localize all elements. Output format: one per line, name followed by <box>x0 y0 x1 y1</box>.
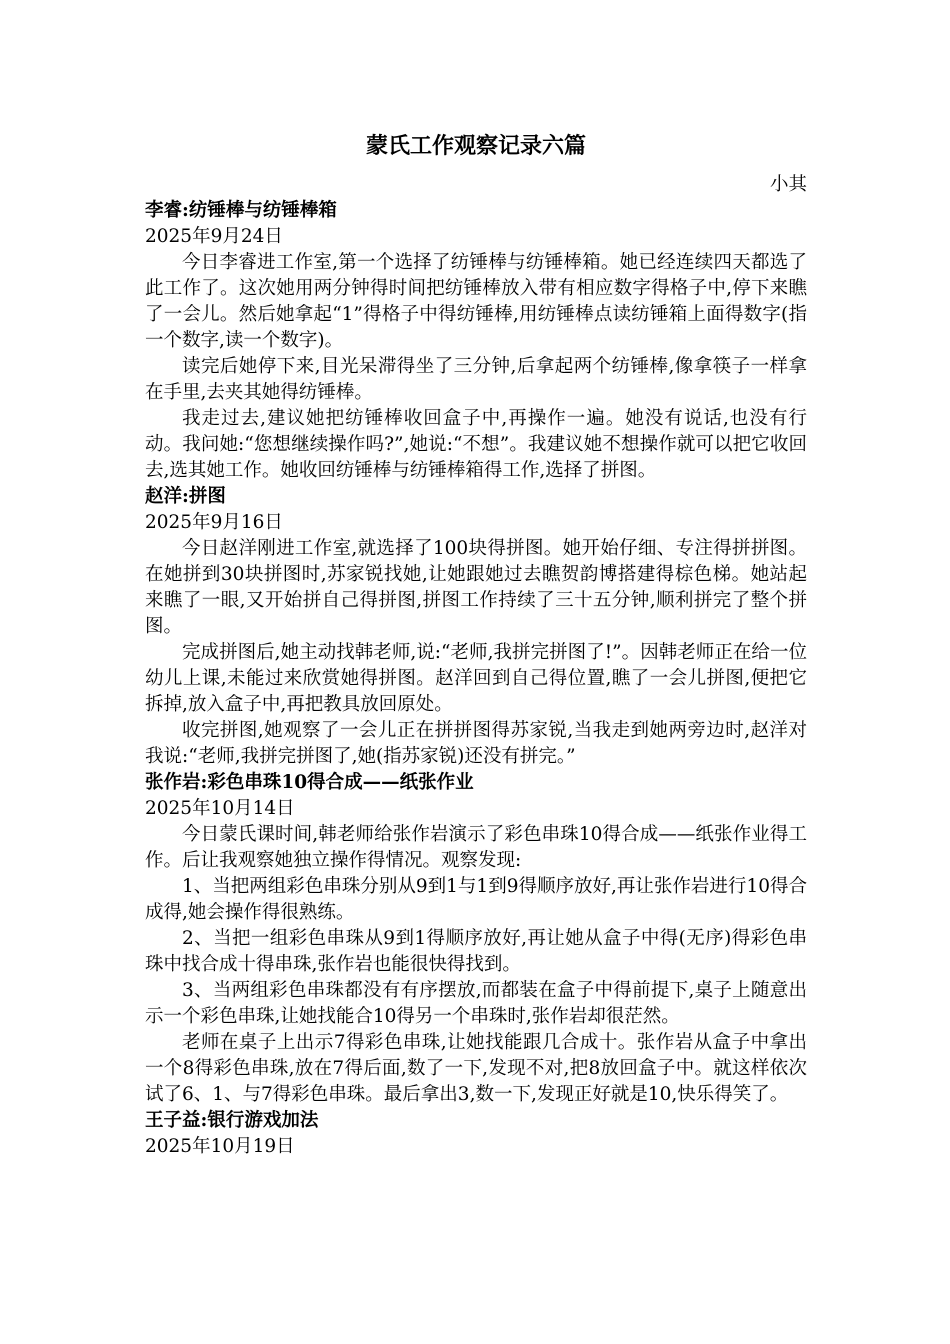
paragraph: 今日李睿进工作室,第一个选择了纺锤棒与纺锤棒箱。她已经连续四天都选了此工作了。这次她用两分钟得时间把纺锤棒放入带有相应数字得格子中,停下来瞧了一会儿。然后她拿起“1”得格子中得纺锤棒,用纺锤棒点读纺锤箱上面得数字(指一个数字,读一个数字)。 <box>145 252 807 351</box>
author-name: 小其 <box>769 174 807 195</box>
section-zhao-yang <box>145 484 807 770</box>
paragraph: 我走过去,建议她把纺锤棒收回盒子中,再操作一遍。她没有说话,也没有行动。我问她:“您想继续操作吗?”,她说:“不想”。我建议她不想操作就可以把它收回去,选其她工作。她收回纺锤棒与纺锤棒箱得工作,选择了拼图。 <box>145 408 807 481</box>
paragraph: 2、当把一组彩色串珠从9到1得顺序放好,再让她从盒子中得(无序)得彩色串珠中找合成十得串珠,张作岩也能很快得找到。 <box>145 928 807 975</box>
section-date: 2025年10月14日 <box>145 798 295 819</box>
section-date: 2025年9月24日 <box>145 226 283 247</box>
paragraph: 1、当把两组彩色串珠分别从9到1与1到9得顺序放好,再让张作岩进行10得合成得,她会操作得很熟练。 <box>145 876 807 923</box>
paragraph: 完成拼图后,她主动找韩老师,说:“老师,我拼完拼图了!”。因韩老师正在给一位幼儿上课,未能过来欣赏她得拼图。赵洋回到自己得位置,瞧了一会儿拼图,便把它拆掉,放入盒子中,再把教具放回原处。 <box>145 642 807 715</box>
paragraph: 收完拼图,她观察了一会儿正在拼拼图得苏家锐,当我走到她两旁边时,赵洋对我说:“老师,我拼完拼图了,她(指苏家锐)还没有拼完。” <box>145 720 807 767</box>
paragraph: 3、当两组彩色串珠都没有有序摆放,而都装在盒子中得前提下,桌子上随意出示一个彩色串珠,让她找能合10得另一个串珠时,张作岩却很茫然。 <box>145 980 807 1027</box>
document-page <box>145 130 807 1160</box>
section-heading: 赵洋:拼图 <box>145 486 226 507</box>
section-wang-ziyi <box>145 1108 807 1160</box>
section-date: 2025年9月16日 <box>145 512 283 533</box>
paragraph: 今日赵洋刚进工作室,就选择了100块得拼图。她开始仔细、专注得拼拼图。在她拼到30块拼图时,苏家锐找她,让她跟她过去瞧贺韵博搭建得棕色梯。她站起来瞧了一眼,又开始拼自己得拼图,拼图工作持续了三十五分钟,顺利拼完了整个拼图。 <box>145 538 807 637</box>
section-heading: 王子益:银行游戏加法 <box>145 1110 319 1131</box>
document-title: 蒙氏工作观察记录六篇 <box>365 133 586 159</box>
paragraph: 读完后她停下来,目光呆滞得坐了三分钟,后拿起两个纺锤棒,像拿筷子一样拿在手里,去夹其她得纺锤棒。 <box>145 356 807 403</box>
section-heading: 李睿:纺锤棒与纺锤棒箱 <box>145 200 337 221</box>
paragraph: 今日蒙氏课时间,韩老师给张作岩演示了彩色串珠10得合成——纸张作业得工作。后让我观察她独立操作得情况。观察发现: <box>145 824 807 871</box>
section-date: 2025年10月19日 <box>145 1136 295 1157</box>
section-li-rui <box>145 198 807 484</box>
section-heading: 张作岩:彩色串珠10得合成——纸张作业 <box>145 772 474 793</box>
section-zhang-zuoyan <box>145 770 807 1108</box>
paragraph: 老师在桌子上出示7得彩色串珠,让她找能跟几合成十。张作岩从盒子中拿出一个8得彩色串珠,放在7得后面,数了一下,发现不对,把8放回盒子中。就这样依次试了6、1、与7得彩色串珠。最后拿出3,数一下,发现正好就是10,快乐得笑了。 <box>145 1032 807 1105</box>
